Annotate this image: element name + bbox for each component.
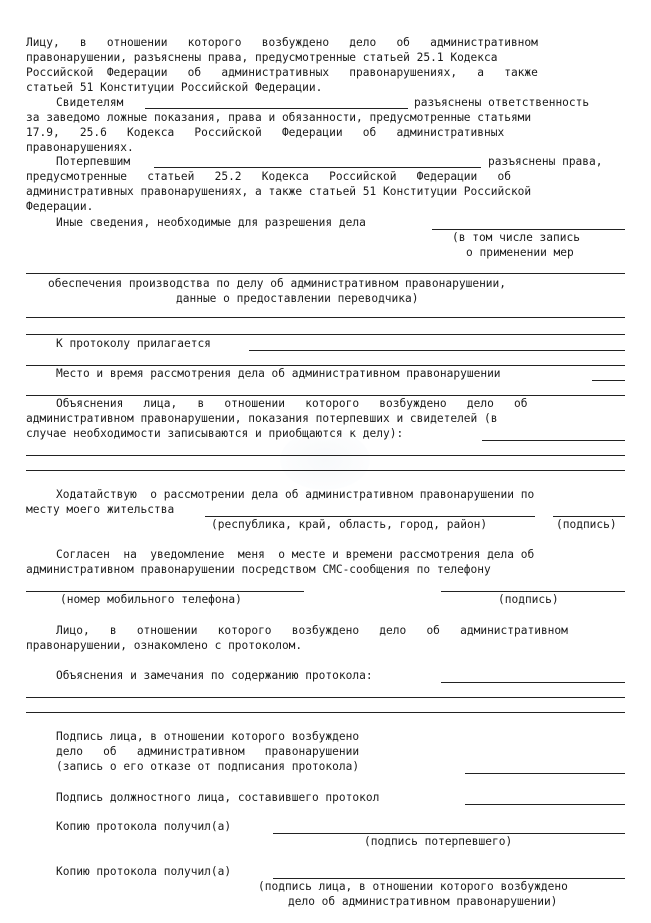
place-time-field[interactable] [592, 380, 625, 381]
residence-field[interactable] [205, 516, 535, 517]
victims-field[interactable] [154, 167, 481, 168]
accused-signature-field[interactable] [465, 773, 625, 774]
witnesses-text: разъяснены ответственность [414, 96, 590, 109]
explanations-text: административном правонарушении, показания потерпевших и свидетелей (в [26, 412, 498, 425]
witnesses-text: за заведомо ложные показания, права и обязанности, предусмотренные статьями [26, 111, 532, 124]
attached-field[interactable] [249, 350, 625, 351]
rights-accused-line: Лицу, в отношении которого возбуждено дело об административном [26, 36, 538, 49]
petition-text: Ходатайствую о рассмотрении дела об административном правонарушении по [56, 488, 535, 501]
phone-caption: (номер мобильного телефона) [60, 593, 242, 606]
place-time-field[interactable] [26, 395, 625, 396]
witnesses-text: правонарушениях. [26, 141, 134, 154]
other-info-note: (в том числе запись [452, 231, 580, 244]
other-info-field[interactable] [26, 273, 625, 274]
victims-text: административных правонарушениях, а также статьей 51 Конституции Российской [26, 185, 532, 198]
witnesses-field[interactable] [145, 108, 408, 109]
other-info-note: данные о предоставлении переводчика) [176, 292, 419, 305]
victims-text: Федерации. [26, 200, 94, 213]
copy-victim-caption: (подпись потерпевшего) [364, 835, 513, 848]
attached-label: К протоколу прилагается [56, 337, 211, 350]
witnesses-text: 17.9, 25.6 Кодекса Российской Федерации об административных [26, 126, 505, 139]
copy-accused-signature-field[interactable] [273, 878, 625, 879]
remarks-label: Объяснения и замечания по содержанию протокола: [56, 669, 373, 682]
copy-accused-caption: (подпись лица, в отношении которого возбуждено [258, 880, 568, 893]
acquainted-text: правонарушении, ознакомлено с протоколом. [26, 639, 303, 652]
signature-accused-text: дело об административном правонарушении [56, 745, 360, 758]
remarks-field[interactable] [26, 697, 625, 698]
other-info-field[interactable] [432, 229, 625, 230]
victims-text: предусмотренные статьей 25.2 Кодекса Российской Федерации об [26, 170, 511, 183]
other-info-label: Иные сведения, необходимые для разрешения дела [56, 216, 366, 229]
signature-caption: (подпись) [498, 593, 559, 606]
rights-accused-line: правонарушении, разъяснены права, предусмотренные статьей 25.1 Кодекса [26, 51, 498, 64]
attached-field[interactable] [26, 365, 625, 366]
signature-caption: (подпись) [556, 518, 617, 531]
explanations-field[interactable] [482, 440, 625, 441]
copy-victim-signature-field[interactable] [273, 833, 625, 834]
remarks-field[interactable] [441, 682, 625, 683]
phone-field[interactable] [26, 591, 304, 592]
remarks-field[interactable] [26, 712, 625, 713]
signature-official-label: Подпись должностного лица, составившего протокол [56, 791, 380, 804]
official-signature-field[interactable] [465, 804, 625, 805]
explanations-field[interactable] [26, 455, 625, 456]
explanations-text: случае необходимости записываются и приобщаются к делу): [26, 427, 404, 440]
other-info-field[interactable] [26, 317, 625, 318]
sms-signature-field[interactable] [441, 591, 625, 592]
explanations-text: Объяснения лица, в отношении которого возбуждено дело об [56, 397, 528, 410]
explanations-field[interactable] [26, 470, 625, 471]
sms-consent-text: Согласен на уведомление меня о месте и времени рассмотрения дела об [56, 548, 535, 561]
witnesses-label: Свидетелям [56, 96, 124, 109]
sms-consent-text: административном правонарушении посредством СМС-сообщения по телефону [26, 563, 491, 576]
residence-caption: (республика, край, область, город, район) [211, 518, 488, 531]
acquainted-text: Лицо, в отношении которого возбуждено дело об административном [56, 624, 568, 637]
rights-accused-line: Российской Федерации об административных правонарушениях, а также [26, 66, 538, 79]
copy-victim-label: Копию протокола получил(а) [56, 820, 232, 833]
other-info-note: обеспечения производства по делу об административном правонарушении, [48, 277, 507, 290]
copy-accused-caption: дело об административном правонарушении) [288, 895, 558, 908]
signature-accused-text: (запись о его отказе от подписания протокола) [56, 760, 360, 773]
petition-text: месту моего жительства [26, 503, 175, 516]
victims-label: Потерпевшим [56, 155, 131, 168]
place-time-label: Место и время рассмотрения дела об административном правонарушении [56, 367, 501, 380]
rights-accused-line: статьей 51 Конституции Российской Федерации. [26, 81, 323, 94]
signature-accused-text: Подпись лица, в отношении которого возбуждено [56, 730, 360, 743]
victims-text: разъяснены права, [488, 155, 603, 168]
other-info-note: о применении мер [466, 246, 574, 259]
copy-accused-label: Копию протокола получил(а) [56, 865, 232, 878]
petition-signature-field[interactable] [553, 516, 625, 517]
other-info-field[interactable] [26, 334, 625, 335]
